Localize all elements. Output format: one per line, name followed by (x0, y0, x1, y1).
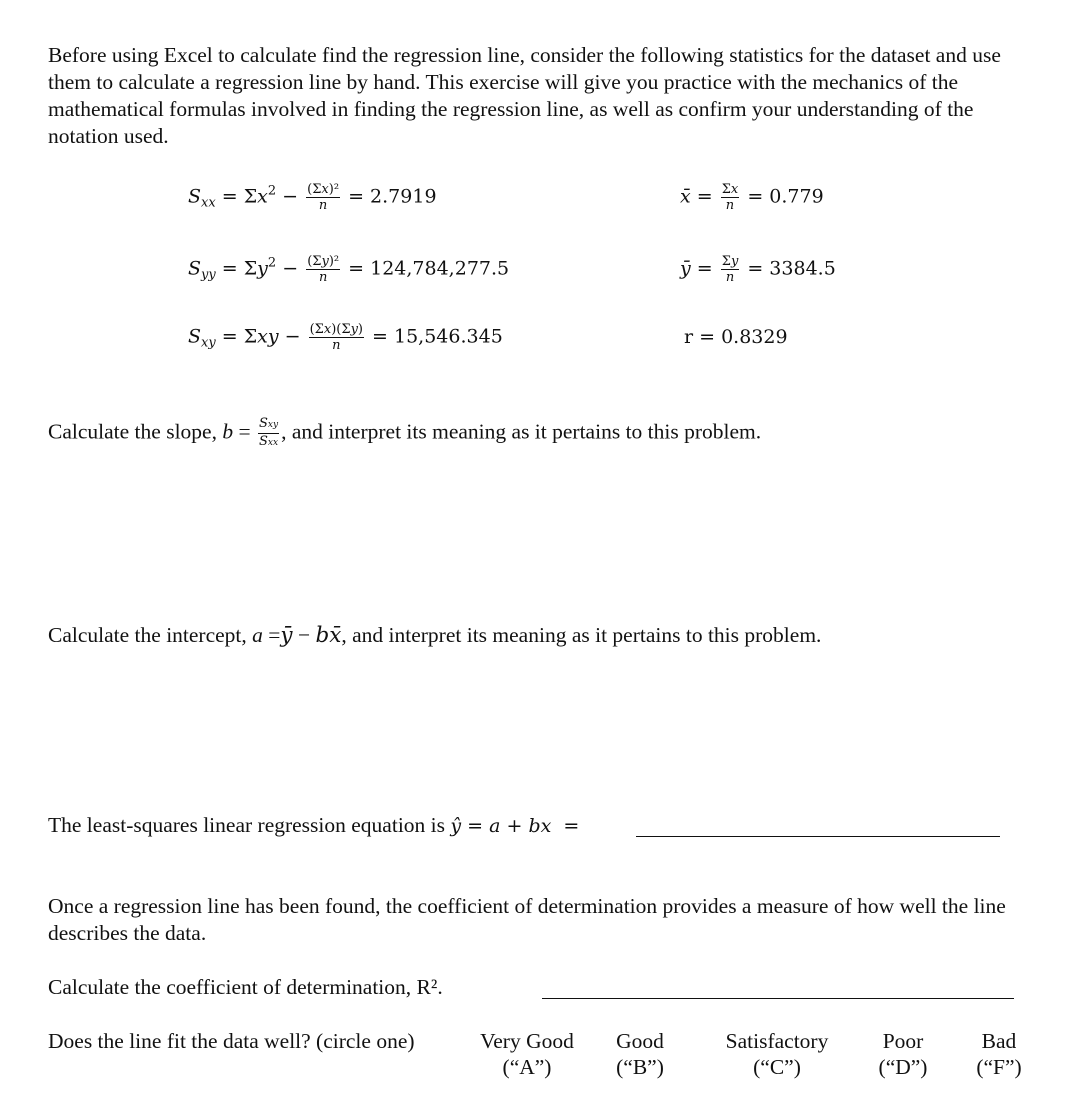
sxx-value: = 2.7919 (348, 185, 437, 208)
equation-prompt: The least-squares linear regression equation is ŷ = a + bx = (48, 813, 580, 837)
r-value: r = 0.8329 (684, 326, 788, 348)
choice-bad[interactable]: Bad (“F”) (976, 1029, 1022, 1079)
determination-paragraph: Once a regression line has been found, the coefficient of determination provides a measure of how well the line describes the data. (48, 894, 1006, 945)
intro-paragraph: Before using Excel to calculate find the regression line, consider the following statistics for the dataset and use them to calculate a regression line by hand. This exercise will give you practice with the mechanics of the mathematical formulas involved in finding the regression line, as well as confirm your understanding of the notation used. (48, 43, 1001, 148)
sxx-formula: $S_{xx} = \Sigma x^2$ − $\frac{\text{(Σx)²}}{n}$ = 2.7919 (188, 182, 437, 213)
xbar-value: = 0.779 (747, 185, 824, 208)
choice-poor[interactable]: Poor (“D”) (878, 1029, 928, 1079)
choice-very-good[interactable]: Very Good (“A”) (480, 1029, 574, 1079)
sxy-formula: $S_{xy} = \Sigma xy$ − $\frac{(\Sigma x)(\Sigma y)}{n}$ = 15,546.345 (188, 322, 503, 353)
choice-satisfactory[interactable]: Satisfactory (“C”) (725, 1029, 829, 1079)
syy-value: = 124,784,277.5 (348, 257, 510, 280)
r2-prompt: Calculate the coefficient of determination, R². (48, 975, 443, 999)
sxy-value: = 15,546.345 (372, 325, 503, 348)
ybar-formula: ȳ = $\frac{\Sigma y}{n}$ = 3384.5 (680, 254, 836, 285)
choice-good[interactable]: Good (“B”) (616, 1029, 664, 1079)
syy-formula: $S_{yy} = \Sigma y^2$ − $\frac{\text{(Σy)²}}{n}$ = 124,784,277.5 (188, 254, 510, 285)
r2-answer-blank[interactable] (542, 998, 1014, 999)
xbar-formula: x̄ = $\frac{\Sigma x}{n}$ = 0.779 (680, 182, 824, 213)
intercept-prompt: Calculate the intercept, a =ȳ − bx̄, and interpret its meaning as it pertains to this problem. (48, 623, 822, 648)
slope-prompt: Calculate the slope, b = $\frac{\text{Sxy}}{\text{Sxx}}$ , and interpret its meaning as it pertains to this problem. (48, 416, 762, 449)
equation-answer-blank[interactable] (636, 836, 1000, 837)
fit-question: Does the line fit the data well? (circle one) (48, 1029, 415, 1053)
ybar-value: = 3384.5 (747, 257, 836, 280)
